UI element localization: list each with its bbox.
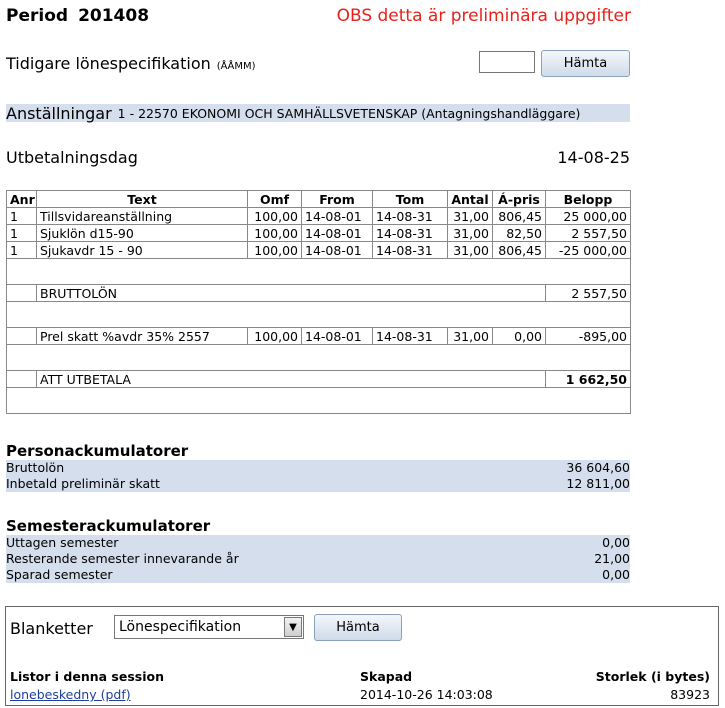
cell: 806,45	[493, 242, 546, 259]
cell: 806,45	[493, 208, 546, 225]
acc-value: 21,00	[594, 551, 630, 566]
spacer-cell	[7, 388, 631, 414]
cell: 14-08-31	[373, 328, 448, 345]
person-acc-title: Personackumulatorer	[6, 442, 189, 460]
col-apris: Á-pris	[493, 191, 546, 208]
cell: 14-08-31	[373, 242, 448, 259]
period-value: 201408	[78, 6, 150, 26]
acc-label: Uttagen semester	[6, 535, 119, 550]
cell: 14-08-01	[302, 208, 373, 225]
cell: 100,00	[248, 208, 302, 225]
form-select[interactable]	[114, 615, 304, 639]
table-row	[7, 242, 631, 259]
cell: 25 000,00	[546, 208, 631, 225]
table-row	[7, 208, 631, 225]
cell: 1	[7, 225, 37, 242]
vacation-acc-title: Semesterackumulatorer	[6, 517, 211, 535]
cell: 0,00	[493, 328, 546, 345]
col-from: From	[302, 191, 373, 208]
list-item	[6, 476, 630, 492]
vacation-acc-block	[6, 535, 630, 583]
cell: Sjuklön d15-90	[37, 225, 248, 242]
spacer-row	[7, 302, 631, 328]
gross-value: 2 557,50	[546, 285, 631, 302]
file-created: 2014-10-26 14:03:08	[360, 687, 493, 702]
acc-label: Inbetald preliminär skatt	[6, 476, 160, 491]
acc-value: 12 811,00	[566, 476, 630, 491]
spacer-cell	[7, 345, 631, 371]
cell	[7, 285, 37, 302]
cell: 14-08-01	[302, 328, 373, 345]
cell: -895,00	[546, 328, 631, 345]
employment-bar	[6, 104, 630, 122]
chevron-down-icon[interactable]: ▼	[284, 617, 302, 637]
salary-table	[6, 190, 631, 414]
cell: 31,00	[448, 328, 493, 345]
cell: Sjukavdr 15 - 90	[37, 242, 248, 259]
cell: 14-08-31	[373, 208, 448, 225]
cell: 100,00	[248, 328, 302, 345]
person-acc-block	[6, 460, 630, 492]
fetch-previous-button[interactable]: Hämta	[541, 50, 630, 77]
table-row	[7, 225, 631, 242]
col-text: Text	[37, 191, 248, 208]
file-size: 83923	[670, 687, 710, 702]
previous-spec-label	[6, 54, 256, 73]
cell: 14-08-01	[302, 225, 373, 242]
col-anr: Anr	[7, 191, 37, 208]
col-belopp: Belopp	[546, 191, 631, 208]
list-header-created: Skapad	[360, 669, 413, 684]
list-header-size: Storlek (i bytes)	[595, 669, 710, 684]
cell: Prel skatt %avdr 35% 2557	[37, 328, 248, 345]
list-header-name: Listor i denna session	[10, 669, 164, 684]
list-item	[6, 535, 630, 551]
cell: Tillsvidareanställning	[37, 208, 248, 225]
col-tom: Tom	[373, 191, 448, 208]
gross-row	[7, 285, 631, 302]
cell: 2 557,50	[546, 225, 631, 242]
list-item	[6, 460, 630, 476]
tax-row	[7, 328, 631, 345]
cell: 1	[7, 242, 37, 259]
net-label: ATT UTBETALA	[37, 371, 546, 388]
acc-value: 36 604,60	[566, 460, 630, 475]
net-row	[7, 371, 631, 388]
format-hint: (ÅÅMM)	[216, 61, 256, 72]
employment-label: Anställningar	[6, 103, 112, 123]
fetch-form-button[interactable]: Hämta	[314, 614, 402, 641]
spacer-cell	[7, 259, 631, 285]
cell: 31,00	[448, 242, 493, 259]
spacer-row	[7, 388, 631, 414]
file-link[interactable]: lonebeskedny (pdf)	[10, 687, 131, 702]
net-value: 1 662,50	[546, 371, 631, 388]
cell: -25 000,00	[546, 242, 631, 259]
period-input[interactable]	[479, 51, 535, 73]
cell	[7, 328, 37, 345]
preliminary-warning: OBS detta är preliminära uppgifter	[336, 6, 631, 26]
acc-label: Sparad semester	[6, 567, 113, 582]
acc-value: 0,00	[602, 535, 630, 550]
cell: 31,00	[448, 225, 493, 242]
col-antal: Antal	[448, 191, 493, 208]
forms-label: Blanketter	[10, 619, 93, 638]
forms-panel	[5, 606, 719, 706]
spacer-cell	[7, 302, 631, 328]
payday-label: Utbetalningsdag	[6, 148, 138, 167]
cell: 1	[7, 208, 37, 225]
spacer-row	[7, 259, 631, 285]
acc-value: 0,00	[602, 567, 630, 582]
period-label: Period	[6, 6, 69, 26]
cell: 100,00	[248, 242, 302, 259]
acc-label: Bruttolön	[6, 460, 65, 475]
payday-value: 14-08-25	[557, 148, 630, 167]
cell: 100,00	[248, 225, 302, 242]
cell: 14-08-01	[302, 242, 373, 259]
period-heading	[6, 6, 149, 26]
list-item	[6, 551, 630, 567]
form-select-value: Lönespecifikation	[119, 619, 242, 635]
table-header-row	[7, 191, 631, 208]
employment-value: 1 - 22570 EKONOMI OCH SAMHÄLLSVETENSKAP (Antagningshandläggare)	[117, 105, 581, 121]
gross-label: BRUTTOLÖN	[37, 285, 546, 302]
col-omf: Omf	[248, 191, 302, 208]
cell: 14-08-31	[373, 225, 448, 242]
cell: 82,50	[493, 225, 546, 242]
previous-spec-text: Tidigare lönespecifikation	[6, 54, 211, 73]
acc-label: Resterande semester innevarande år	[6, 551, 239, 566]
cell: 31,00	[448, 208, 493, 225]
spacer-row	[7, 345, 631, 371]
cell	[7, 371, 37, 388]
list-item	[6, 567, 630, 583]
